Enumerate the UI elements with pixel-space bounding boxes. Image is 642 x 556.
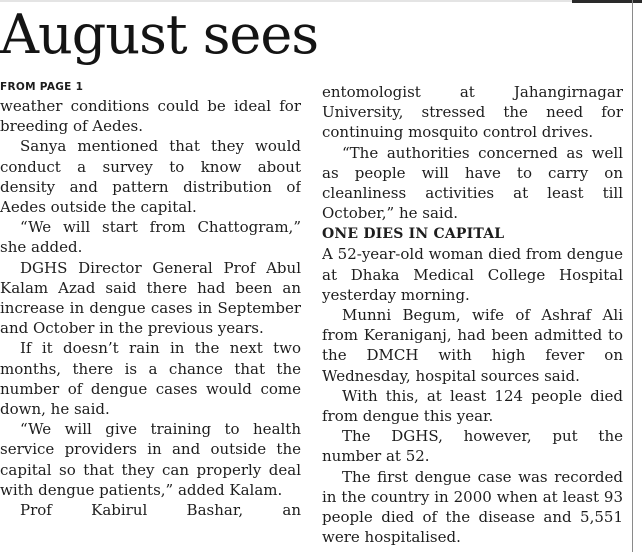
left-column: [0, 78, 301, 552]
column-rule: [632, 0, 633, 552]
right-column: [322, 82, 623, 556]
paragraph: weather conditions could be ideal for breeding of Aedes.: [0, 97, 301, 136]
paragraph: The DGHS, however, put the number at 52.: [322, 427, 623, 466]
headline: August sees: [0, 3, 319, 66]
paragraph: “We will give training to health service providers in and outside the capital so that they can properly deal with dengue patients,” added Kalam.: [0, 420, 301, 499]
paragraph: Prof Kabirul Bashar, an: [20, 501, 301, 520]
paragraph: “We will start from Chattogram,” she added.: [0, 218, 301, 257]
paragraph: A 52-year-old woman died from dengue at Dhaka Medical College Hospital yesterday morning.: [322, 245, 623, 304]
paragraph: With this, at least 124 people died from dengue this year.: [322, 386, 623, 426]
subhead: ONE DIES IN CAPITAL: [322, 226, 505, 243]
kicker: FROM PAGE 1: [0, 81, 84, 93]
paragraph: “The authorities concerned as well as people will have to carry on cleanliness activities at least till October,” he said.: [322, 143, 623, 223]
paragraph: The first dengue case was recorded in the country in 2000 when at least 93 people died of the disease and 5,551 were hospitalised.: [322, 467, 623, 547]
paragraph: Sanya mentioned that they would conduct a survey to know about density and pattern distribution of Aedes outside the capital.: [0, 137, 301, 217]
paragraph: DGHS Director General Prof Abul Kalam Azad said there had been an increase in dengue cases in September and October in the previous years.: [0, 258, 301, 338]
paragraph: entomologist at Jahangirnagar University, stressed the need for continuing mosquito control drives.: [322, 83, 623, 142]
paragraph: Munni Begum, wife of Ashraf Ali from Keraniganj, had been admitted to the DMCH with high fever on Wednesday, hospital sources said.: [322, 306, 623, 385]
paragraph: If it doesn’t rain in the next two months, there is a chance that the number of dengue cases would come down, he said.: [0, 339, 301, 419]
